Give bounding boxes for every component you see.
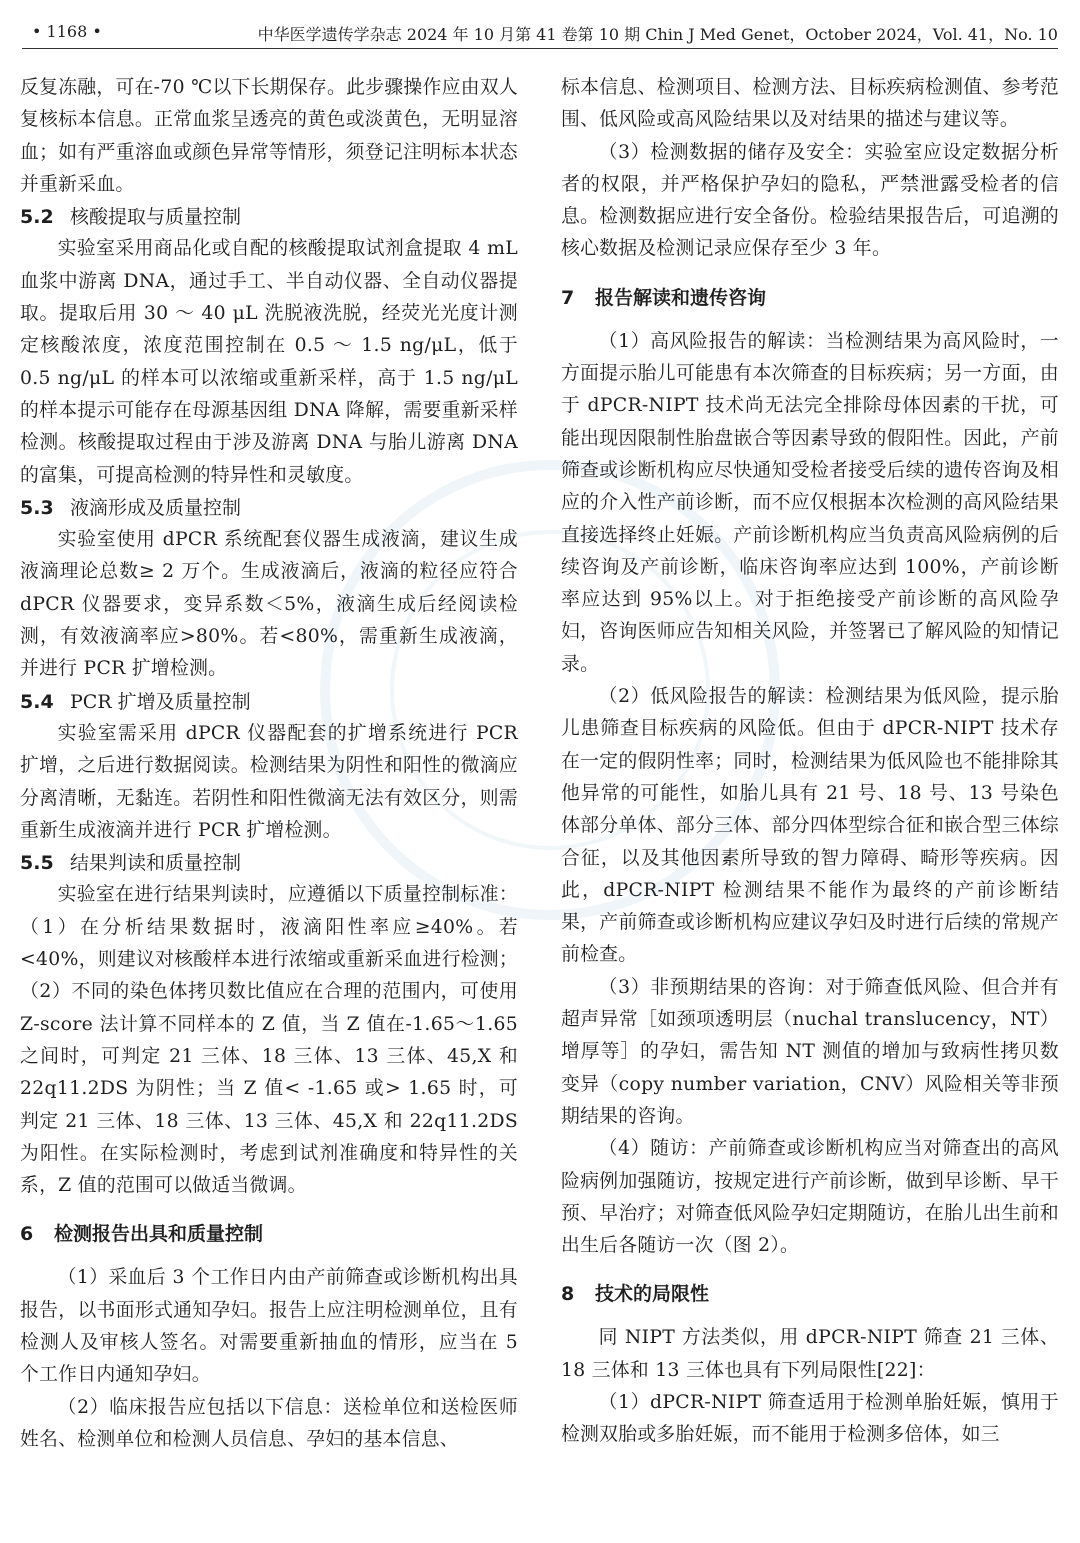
- paragraph: 实验室在进行结果判读时，应遵循以下质量控制标准：（1）在分析结果数据时，液滴阳性率应≥40%。若<40%，则建议对核酸样本进行浓缩或重新采血进行检测；（2）不同的染色体拷贝数比值应在合理的范围内，可使用 Z-score 法计算不同样本的 Z 值，当 Z 值在-1.65～1.65 之间时，可判定 21 三体、18 三体、13 三体、45,X 和 22q11.2DS 为阴性；当 Z 值< -1.65 或> 1.65 时，可判定 21 三体、18 三体、13 三体、45,X 和 22q11.2DS 为阳性。在实际检测时，考虑到试剂准确度和特异性的关系，Z 值的范围可以做适当微调。: [20, 884, 518, 1197]
- paragraph: （1）采血后 3 个工作日内由产前筛查或诊断机构出具报告，以书面形式通知孕妇。报告上应注明检测单位，且有检测人及审核人签名。对需要重新抽血的情形，应当在 5 个工作日内通知孕妇。: [20, 1267, 518, 1386]
- section-heading-5-2: 5.2 核酸提取与质量控制: [20, 206, 242, 229]
- left-column: [20, 72, 518, 1456]
- paragraph: 实验室需采用 dPCR 仪器配套的扩增系统进行 PCR 扩增，之后进行数据阅读。检测结果为阴性和阳性的微滴应分离清晰，无黏连。若阴性和阳性微滴无法有效区分，则需重新生成液滴并进行 PCR 扩增检测。: [20, 722, 518, 841]
- section-heading-5-4: 5.4 PCR 扩增及质量控制: [20, 690, 251, 713]
- paragraph: （2）临床报告应包括以下信息：送检单位和送检医师姓名、检测单位和检测人员信息、孕妇的基本信息、: [20, 1396, 518, 1450]
- right-column: [561, 72, 1059, 1452]
- running-header: [22, 18, 1058, 48]
- section-heading-5-3: 5.3 液滴形成及质量控制: [20, 496, 242, 519]
- section-heading-5-5: 5.5 结果判读和质量控制: [20, 852, 242, 875]
- paragraph: （1）高风险报告的解读：当检测结果为高风险时，一方面提示胎儿可能患有本次筛查的目标疾病；另一方面，由于 dPCR-NIPT 技术尚无法完全排除母体因素的干扰，可能出现因限制性胎盘嵌合等因素导致的假阳性。因此，产前筛查或诊断机构应尽快通知受检者接受后续的遗传咨询及相应的介入性产前诊断，而不应仅根据本次检测的高风险结果直接选择终止妊娠。产前诊断机构应当负责高风险病例的后续咨询及产前诊断，临床咨询率应达到 100%，产前诊断率应达到 95%以上。对于拒绝接受产前诊断的高风险孕妇，咨询医师应告知相关风险，并签署已了解风险的知情记录。: [561, 330, 1059, 675]
- section-heading-8: 8 技术的局限性: [561, 1283, 710, 1306]
- paragraph: 标本信息、检测项目、检测方法、目标疾病检测值、参考范围、低风险或高风险结果以及对结果的描述与建议等。: [561, 77, 1059, 131]
- paragraph: （3）非预期结果的咨询：对于筛查低风险、但合并有超声异常［如颈项透明层（nuchal translucency，NT）增厚等］的孕妇，需告知 NT 测值的增加与致病性拷贝数变异（copy number variation，CNV）风险相关等非预期结果的咨询。: [561, 976, 1059, 1127]
- paragraph: （2）低风险报告的解读：检测结果为低风险，提示胎儿患筛查目标疾病的风险低。但由于 dPCR-NIPT 技术存在一定的假阴性率；同时，检测结果为低风险也不能排除其他异常的可能性，如胎儿具有 21 号、18 号、13 号染色体部分单体、部分三体、部分四体型综合征和嵌合型三体综合征，以及其他因素所导致的智力障碍、畸形等疾病。因此，dPCR-NIPT 检测结果不能作为最终的产前诊断结果，产前筛查或诊断机构应建议孕妇及时进行后续的常规产前检查。: [561, 686, 1059, 966]
- paragraph: 同 NIPT 方法类似，用 dPCR-NIPT 筛查 21 三体、18 三体和 13 三体也具有下列局限性[22]：: [561, 1327, 1059, 1381]
- paragraph: 反复冻融，可在-70 ℃以下长期保存。此步骤操作应由双人复核标本信息。正常血浆呈透亮的黄色或淡黄色，无明显溶血；如有严重溶血或颜色异常等情形，须登记注明标本状态并重新采血。: [20, 77, 518, 195]
- paragraph: （3）检测数据的储存及安全：实验室应设定数据分析者的权限，并严格保护孕妇的隐私，严禁泄露受检者的信息。检测数据应进行安全备份。检验结果报告后，可追溯的核心数据及检测记录应保存至少 3 年。: [561, 141, 1059, 260]
- paragraph: 实验室采用商品化或自配的核酸提取试剂盒提取 4 mL 血浆中游离 DNA，通过手工、半自动仪器、全自动仪器提取。提取后用 30 ～ 40 μL 洗脱液洗脱，经荧光光度计测定核酸浓度，浓度范围控制在 0.5 ～ 1.5 ng/μL，低于 0.5 ng/μL 的样本可以浓缩或重新采样，高于 1.5 ng/μL 的样本提示可能存在母源基因组 DNA 降解，需要重新采样检测。核酸提取过程由于涉及游离 DNA 与胎儿游离 DNA 的富集，可提高检测的特异性和灵敏度。: [20, 238, 518, 486]
- section-heading-7: 7 报告解读和遗传咨询: [561, 286, 767, 309]
- section-heading-6: 6 检测报告出具和质量控制: [20, 1223, 264, 1246]
- paragraph: （4）随访：产前筛查或诊断机构应当对筛查出的高风险病例加强随访，按规定进行产前诊断，做到早诊断、早干预、早治疗；对筛查低风险孕妇定期随访，在胎儿出生前和出生后各随访一次（图 2）。: [561, 1138, 1059, 1257]
- journal-info: 中华医学遗传学杂志 2024 年 10 月第 41 卷第 10 期 Chin J Med Genet，October 2024，Vol. 41，No. 10: [257, 25, 1058, 44]
- paragraph: （1）dPCR-NIPT 筛查适用于检测单胎妊娠，慎用于检测双胎或多胎妊娠，而不能用于检测多倍体，如三: [561, 1391, 1059, 1446]
- page-number: • 1168 •: [32, 22, 102, 41]
- paragraph: 实验室使用 dPCR 系统配套仪器生成液滴，建议生成液滴理论总数≥ 2 万个。生成液滴后，液滴的粒径应符合 dPCR 仪器要求，变异系数＜5%，液滴生成后经阅读检测，有效液滴率应>80%。若<80%，需重新生成液滴，并进行 PCR 扩增检测。: [20, 529, 518, 680]
- header-rule: [22, 48, 1058, 49]
